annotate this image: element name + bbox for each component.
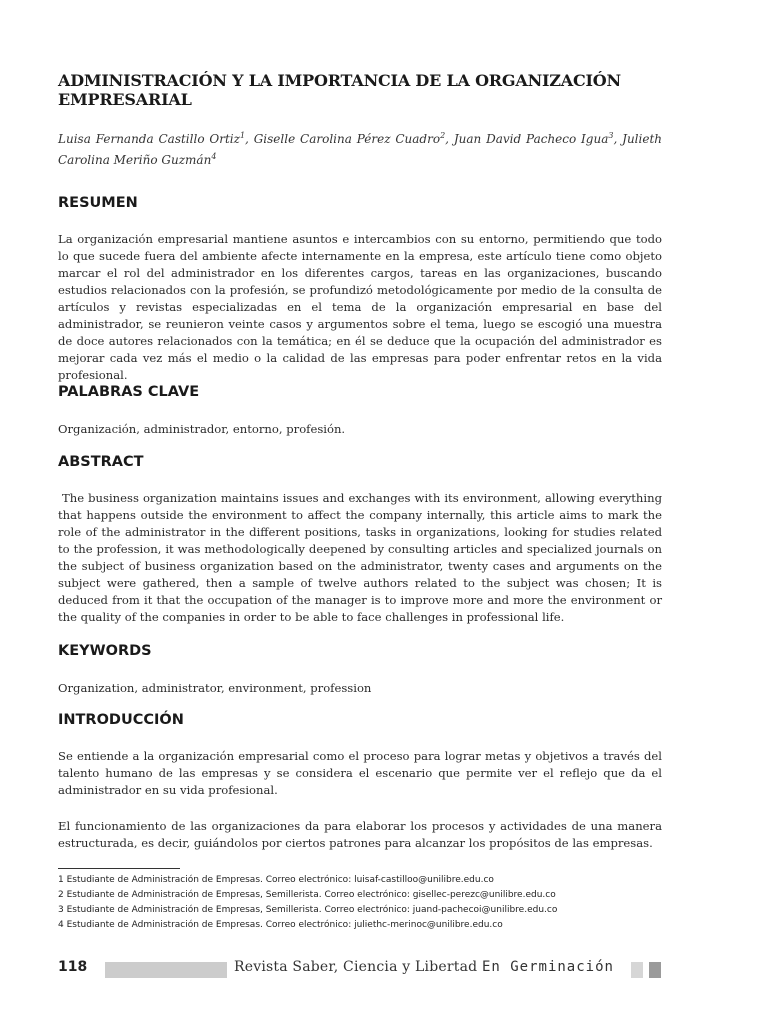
resumen-paragraph: La organización empresarial mantiene asuntos e intercambios con su entorno, permitiendo que todo lo que sucede fuera del ambiente afecte internamente en la empresa, este artículo tiene como objeto marcar el rol del administrador en los diferentes cargos, tareas en las organizaciones, buscando estudios relacionados con la profesión, se profundizó metodológicamente por medio de la consulta de artículos y revistas especializadas en el tema de la organización empresarial en base del administrador, se reunieron veinte casos y argumentos sobre el tema, luego se escogió una muestra de doce autores relacionados con la temática; en él se deduce que la ocupación del administrador es mejorar cada vez más el medio o la calidad de las empresas para poder enfrentar retos en la vida profesional.	[58, 232, 662, 382]
author-footnote-ref: 1	[239, 131, 246, 140]
palabras-clave-heading: PALABRAS CLAVE	[58, 384, 200, 400]
introduccion-paragraph: El funcionamiento de las organizaciones da para elaborar los procesos y actividades de una manera estructurada, es decir, guiándolos por ciertos patrones para alcanzar los propósitos de las empresas.	[58, 819, 662, 850]
footnote: 2 Estudiante de Administración de Empresas, Semillerista. Correo electrónico: gisellec-perezc@unilibre.edu.co	[58, 890, 556, 900]
footnotes	[58, 873, 662, 933]
palabras-clave-paragraph: Organización, administrador, entorno, profesión.	[58, 422, 346, 436]
footnote: 3 Estudiante de Administración de Empresas, Semillerista. Correo electrónico: juand-pachecoi@unilibre.edu.co	[58, 905, 558, 915]
author-list: Luisa Fernanda Castillo Ortiz$^1$, Giselle Carolina Pérez Cuadro$^2$, Juan David Pacheco Igua$^3$, Julieth Carolina Meriño Guzmán$^4$	[58, 131, 663, 167]
footnote: 1 Estudiante de Administración de Empresas. Correo electrónico: luisaf-castilloo@unilibre.edu.co	[58, 875, 494, 885]
footnote-divider	[58, 868, 180, 869]
footer-decorative-bar	[105, 962, 227, 978]
footer-decorative-square	[649, 962, 661, 978]
author-footnote-ref: 4	[211, 152, 217, 161]
journal-title: Revista Saber, Ciencia y Libertad	[234, 959, 478, 975]
abstract-paragraph: The business organization maintains issues and exchanges with its environment, allowing everything that happens outside the environment to affect the company internally, this article aims to mark the role of the administrator in the different positions, tasks in organizations, looking for studies related to the profession, it was methodologically deepened by consulting articles and specialized journals on the subject of business organization based on the administrator, twenty cases and arguments on the subject were gathered, then a sample of twelve authors related to the subject was chosen; It is deduced from it that the occupation of the manager is to improve more and more the environment or the quality of the companies in order to be able to face challenges in professional life.	[58, 491, 662, 624]
article-title: ADMINISTRACIÓN Y LA IMPORTANCIA DE LA ORGANIZACIÓN EMPRESARIAL	[58, 71, 621, 109]
abstract-heading: ABSTRACT	[58, 454, 144, 470]
page-number: 118	[58, 959, 88, 975]
footnote: 4 Estudiante de Administración de Empresas. Correo electrónico: juliethc-merinoc@unilibre.edu.co	[58, 920, 503, 930]
author-name: Juan David Pacheco Igua	[453, 132, 609, 146]
page-footer	[0, 958, 768, 982]
keywords-paragraph: Organization, administrator, environment, profession	[58, 681, 372, 695]
introduccion-heading: INTRODUCCIÓN	[58, 712, 184, 728]
keywords-heading: KEYWORDS	[58, 643, 152, 659]
author-footnote-ref: 2	[440, 131, 446, 140]
author-name: Giselle Carolina Pérez Cuadro	[253, 132, 441, 146]
footer-decorative-square	[631, 962, 643, 978]
journal-name	[234, 959, 614, 975]
resumen-heading: RESUMEN	[58, 195, 138, 211]
author-name: Luisa Fernanda Castillo Ortiz	[58, 132, 240, 146]
author-footnote-ref: 3	[608, 131, 614, 140]
journal-issue: En Germinación	[481, 959, 614, 975]
introduccion-paragraph: Se entiende a la organización empresarial como el proceso para lograr metas y objetivos a través del talento humano de las empresas y se considera el escenario que permite ver el reflejo que da el administrador en su vida profesional.	[58, 749, 662, 797]
author-name: Julieth Carolina Meriño Guzmán	[58, 132, 663, 167]
